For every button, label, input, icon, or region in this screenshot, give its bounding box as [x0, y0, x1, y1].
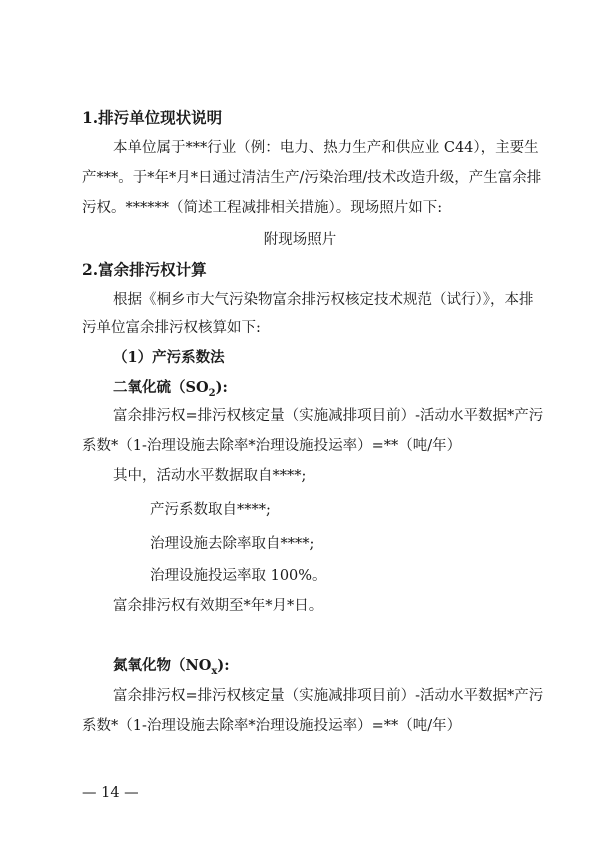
- section1-paragraph-line: 产***。于*年*月*日通过清洁生产/污染治理/技术改造升级，产生富余排: [82, 170, 542, 186]
- nox-formula-line: 系数*（1-治理设施去除率*治理设施投运率）=**（吨/年）: [82, 718, 462, 734]
- page-number: — 14 —: [82, 785, 139, 801]
- section1-paragraph-line: 污权。******（简述工程减排相关措施）。现场照片如下:: [82, 200, 443, 216]
- nox-title-subscript: x: [211, 665, 218, 677]
- section2-paragraph-line: 污单位富余排污权核算如下:: [82, 320, 261, 336]
- so2-formula-line: 富余排污权=排污权核定量（实施减排项目前）-活动水平数据*产污: [113, 408, 544, 424]
- nox-formula-line: 富余排污权=排污权核定量（实施减排项目前）-活动水平数据*产污: [113, 688, 544, 704]
- section1-heading: 1.排污单位现状说明: [82, 108, 223, 127]
- nox-title-text: 氮氧化物（NO: [113, 657, 212, 674]
- so2-title-text: 二氧化硫（SO: [113, 379, 209, 396]
- nox-title-suffix: ):: [217, 657, 230, 674]
- so2-title-suffix: ):: [215, 379, 228, 396]
- so2-title: [113, 378, 518, 398]
- section2-paragraph-line: 根据《桐乡市大气污染物富余排污权核定技术规范（试行）》，本排: [113, 292, 534, 308]
- nox-title: [113, 656, 518, 676]
- so2-source-line: 治理设施投运率取 100%。: [150, 568, 327, 584]
- so2-formula-line: 系数*（1-治理设施去除率*治理设施投运率）=**（吨/年）: [82, 438, 462, 454]
- section2-heading: 2.富余排污权计算: [82, 260, 207, 279]
- photo-caption: 附现场照片: [263, 232, 337, 248]
- so2-validity: 富余排污权有效期至*年*月*日。: [113, 598, 324, 614]
- section1-paragraph-line: 本单位属于***行业（例：电力、热力生产和供应业 C44），主要生: [113, 140, 539, 156]
- so2-source-line: 其中，活动水平数据取自****;: [113, 468, 307, 484]
- so2-source-line: 产污系数取自****;: [150, 502, 271, 518]
- so2-source-line: 治理设施去除率取自****;: [150, 536, 315, 552]
- so2-title-subscript: 2: [208, 387, 216, 399]
- method-heading: （1）产污系数法: [113, 349, 225, 366]
